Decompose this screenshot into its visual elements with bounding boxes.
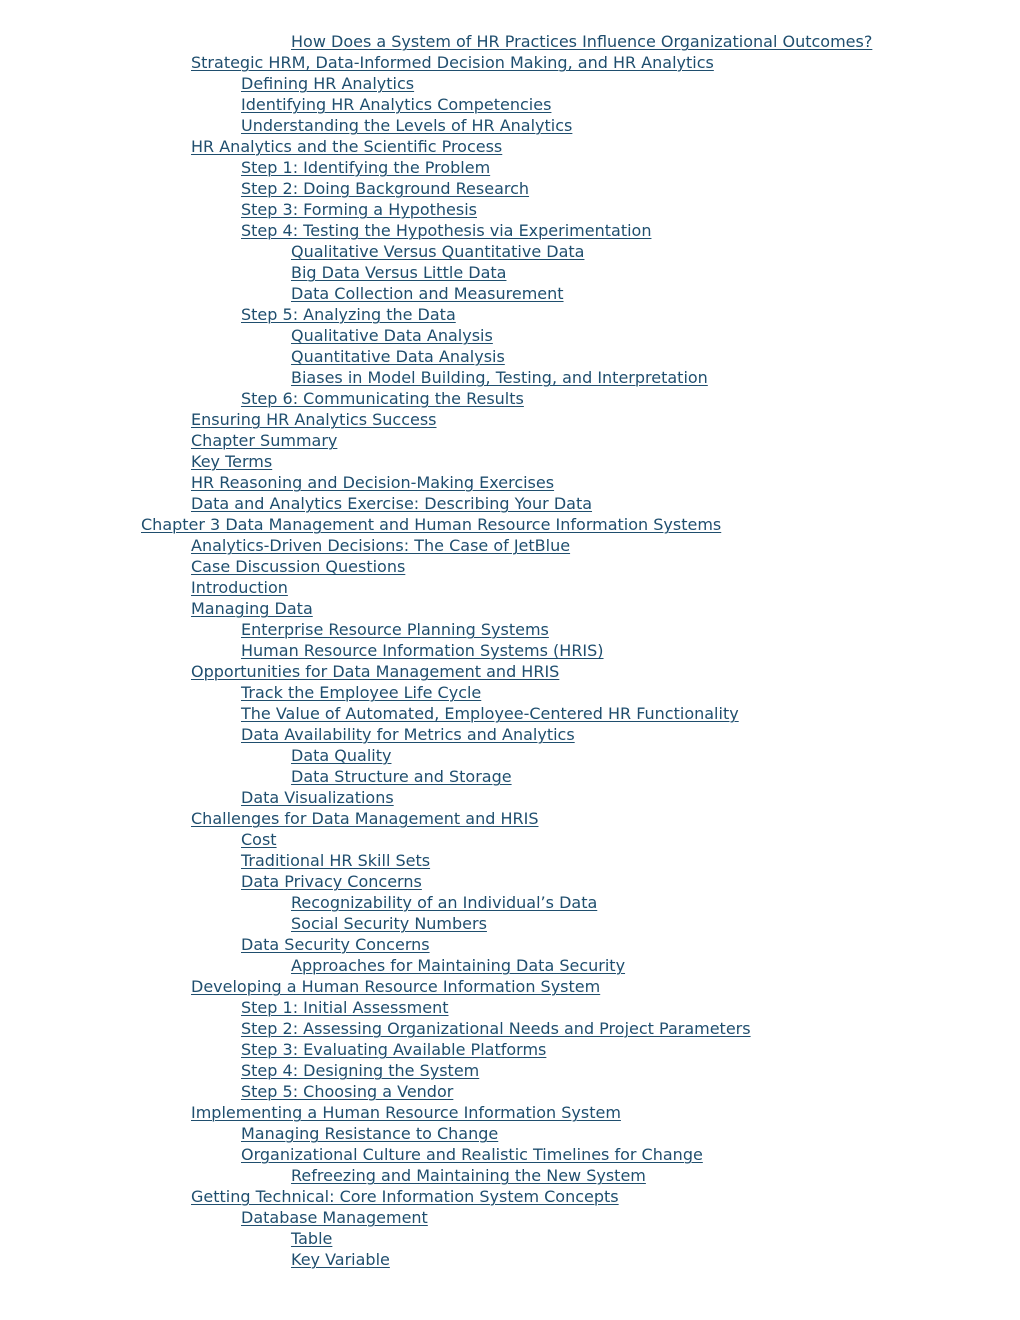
toc-entry <box>141 577 1000 598</box>
toc-link[interactable]: Introduction <box>191 578 288 597</box>
toc-link[interactable]: Step 1: Identifying the Problem <box>241 158 491 177</box>
toc-entry <box>141 703 1000 724</box>
toc-link[interactable]: Table <box>291 1229 333 1248</box>
toc-link[interactable]: Traditional HR Skill Sets <box>241 851 431 870</box>
toc-link[interactable]: Case Discussion Questions <box>191 557 406 576</box>
toc-entry <box>141 808 1000 829</box>
toc-entry <box>141 1144 1000 1165</box>
toc-link[interactable]: Step 2: Assessing Organizational Needs and Project Parameters <box>241 1019 751 1038</box>
toc-entry <box>141 367 1000 388</box>
toc-entry <box>141 1249 1000 1270</box>
toc-entry <box>141 157 1000 178</box>
toc-entry <box>141 955 1000 976</box>
toc-link[interactable]: Approaches for Maintaining Data Security <box>291 956 626 975</box>
toc-link[interactable]: Key Terms <box>191 452 273 471</box>
toc-entry <box>141 619 1000 640</box>
toc-link[interactable]: Chapter Summary <box>191 431 338 450</box>
toc-link[interactable]: Step 3: Forming a Hypothesis <box>241 200 478 219</box>
toc-entry <box>141 346 1000 367</box>
toc-entry <box>141 472 1000 493</box>
toc-link[interactable]: Identifying HR Analytics Competencies <box>241 95 552 114</box>
toc-link[interactable]: Step 2: Doing Background Research <box>241 179 530 198</box>
toc-link[interactable]: Chapter 3 Data Management and Human Resource Information Systems <box>141 515 722 534</box>
toc-entry <box>141 52 1000 73</box>
toc-entry <box>141 1039 1000 1060</box>
toc-link[interactable]: Managing Data <box>191 599 313 618</box>
toc-entry <box>141 976 1000 997</box>
toc-entry <box>141 1102 1000 1123</box>
toc-entry <box>141 829 1000 850</box>
toc-entry <box>141 997 1000 1018</box>
toc-link[interactable]: Managing Resistance to Change <box>241 1124 499 1143</box>
toc-link[interactable]: Key Variable <box>291 1250 390 1269</box>
toc-entry <box>141 724 1000 745</box>
toc-link[interactable]: Getting Technical: Core Information System Concepts <box>191 1187 619 1206</box>
toc-link[interactable]: Step 4: Testing the Hypothesis via Experimentation <box>241 221 652 240</box>
toc-entry <box>141 1060 1000 1081</box>
toc-link[interactable]: Big Data Versus Little Data <box>291 263 507 282</box>
toc-link[interactable]: The Value of Automated, Employee-Centered HR Functionality <box>241 704 739 723</box>
toc-entry <box>141 31 1000 52</box>
toc-entry <box>141 178 1000 199</box>
toc-entry <box>141 1228 1000 1249</box>
toc-link[interactable]: Step 3: Evaluating Available Platforms <box>241 1040 547 1059</box>
toc-link[interactable]: Organizational Culture and Realistic Timelines for Change <box>241 1145 703 1164</box>
toc-link[interactable]: Data and Analytics Exercise: Describing Your Data <box>191 494 593 513</box>
toc-entry <box>141 1018 1000 1039</box>
toc-entry <box>141 514 1000 535</box>
toc-link[interactable]: Qualitative Data Analysis <box>291 326 493 345</box>
toc-link[interactable]: Quantitative Data Analysis <box>291 347 505 366</box>
toc-entry <box>141 304 1000 325</box>
toc-link[interactable]: HR Reasoning and Decision-Making Exercises <box>191 473 555 492</box>
toc-entry <box>141 241 1000 262</box>
toc-entry <box>141 283 1000 304</box>
toc-link[interactable]: Step 6: Communicating the Results <box>241 389 524 408</box>
toc-link[interactable]: Step 4: Designing the System <box>241 1061 480 1080</box>
toc-entry <box>141 409 1000 430</box>
toc-link[interactable]: Data Security Concerns <box>241 935 430 954</box>
toc-link[interactable]: Data Quality <box>291 746 392 765</box>
toc-entry <box>141 1123 1000 1144</box>
toc-link[interactable]: Data Privacy Concerns <box>241 872 422 891</box>
toc-link[interactable]: Step 1: Initial Assessment <box>241 998 449 1017</box>
toc-entry <box>141 115 1000 136</box>
toc-link[interactable]: Biases in Model Building, Testing, and Interpretation <box>291 368 708 387</box>
toc-entry <box>141 1207 1000 1228</box>
toc-link[interactable]: Defining HR Analytics <box>241 74 415 93</box>
toc-entry <box>141 73 1000 94</box>
toc-entry <box>141 136 1000 157</box>
toc-entry <box>141 913 1000 934</box>
toc-link[interactable]: Opportunities for Data Management and HRIS <box>191 662 560 681</box>
toc-link[interactable]: Analytics-Driven Decisions: The Case of JetBlue <box>191 536 571 555</box>
toc-link[interactable]: Understanding the Levels of HR Analytics <box>241 116 573 135</box>
toc-link[interactable]: HR Analytics and the Scientific Process <box>191 137 503 156</box>
toc-entry <box>141 94 1000 115</box>
toc-entry <box>141 892 1000 913</box>
toc-entry <box>141 598 1000 619</box>
toc-link[interactable]: Ensuring HR Analytics Success <box>191 410 437 429</box>
toc-entry <box>141 199 1000 220</box>
toc-entry <box>141 682 1000 703</box>
toc-entry <box>141 787 1000 808</box>
toc-entry <box>141 451 1000 472</box>
toc-entry <box>141 661 1000 682</box>
toc-entry <box>141 1186 1000 1207</box>
toc-link[interactable]: Developing a Human Resource Information System <box>191 977 601 996</box>
toc-link[interactable]: Database Management <box>241 1208 428 1227</box>
toc-entry <box>141 934 1000 955</box>
toc-entry <box>141 871 1000 892</box>
toc-link[interactable]: Step 5: Analyzing the Data <box>241 305 456 324</box>
toc-link[interactable]: Track the Employee Life Cycle <box>241 683 482 702</box>
toc-link[interactable]: How Does a System of HR Practices Influence Organizational Outcomes? <box>291 32 873 51</box>
toc-link[interactable]: Qualitative Versus Quantitative Data <box>291 242 585 261</box>
toc-entry <box>141 535 1000 556</box>
toc-entry <box>141 640 1000 661</box>
toc-link[interactable]: Data Structure and Storage <box>291 767 512 786</box>
toc-link[interactable]: Data Availability for Metrics and Analytics <box>241 725 575 744</box>
toc-entry <box>141 430 1000 451</box>
toc-link[interactable]: Cost <box>241 830 277 849</box>
toc-link[interactable]: Step 5: Choosing a Vendor <box>241 1082 454 1101</box>
toc-entry <box>141 388 1000 409</box>
toc-entry <box>141 1081 1000 1102</box>
toc-link[interactable]: Refreezing and Maintaining the New System <box>291 1166 646 1185</box>
toc-link[interactable]: Enterprise Resource Planning Systems <box>241 620 549 639</box>
toc-link[interactable]: Implementing a Human Resource Information System <box>191 1103 621 1122</box>
toc-entry <box>141 766 1000 787</box>
toc-entry <box>141 220 1000 241</box>
toc-entry <box>141 745 1000 766</box>
toc-link[interactable]: Data Visualizations <box>241 788 394 807</box>
toc-link[interactable]: Human Resource Information Systems (HRIS) <box>241 641 604 660</box>
toc-link[interactable]: Data Collection and Measurement <box>291 284 564 303</box>
toc-entry <box>141 1165 1000 1186</box>
toc-entry <box>141 556 1000 577</box>
toc-entry <box>141 850 1000 871</box>
toc-entry <box>141 493 1000 514</box>
table-of-contents <box>141 31 1000 1270</box>
toc-link[interactable]: Social Security Numbers <box>291 914 487 933</box>
toc-entry <box>141 325 1000 346</box>
toc-link[interactable]: Strategic HRM, Data-Informed Decision Making, and HR Analytics <box>191 53 714 72</box>
toc-link[interactable]: Challenges for Data Management and HRIS <box>191 809 539 828</box>
toc-link[interactable]: Recognizability of an Individual’s Data <box>291 893 598 912</box>
toc-entry <box>141 262 1000 283</box>
